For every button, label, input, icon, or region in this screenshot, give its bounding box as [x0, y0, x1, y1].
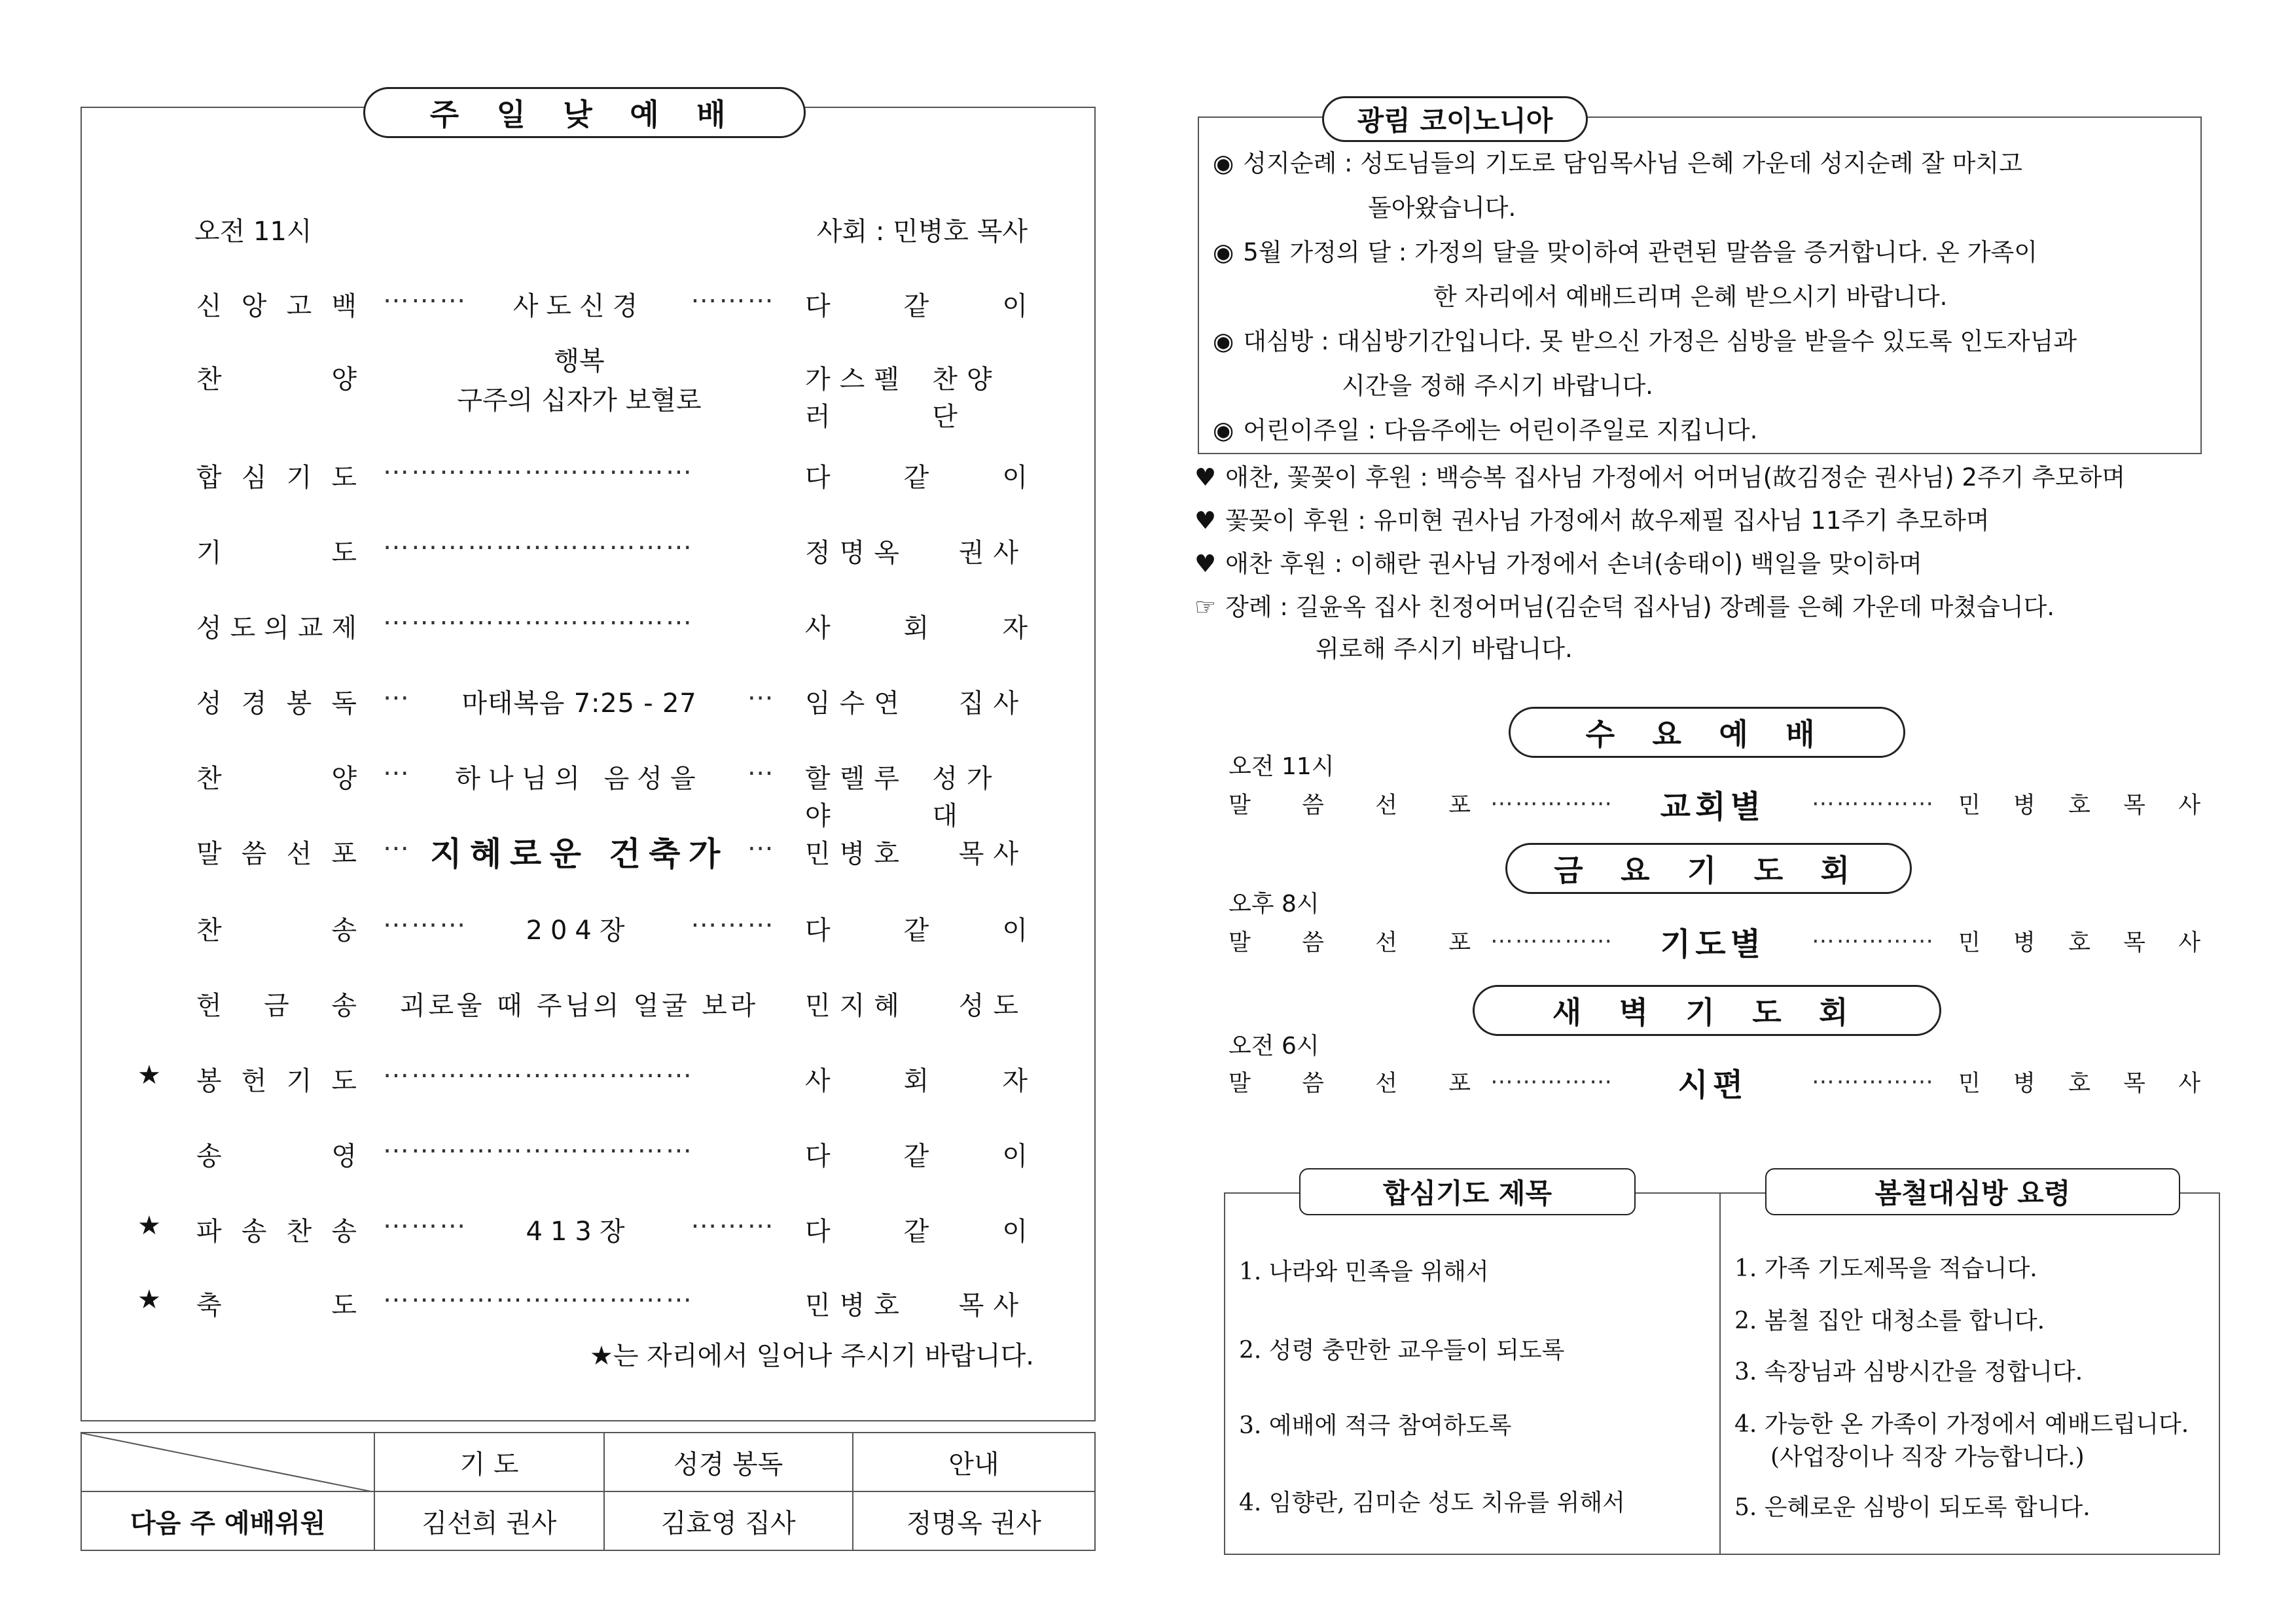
row-middle: [383, 1211, 776, 1248]
prayer-item: 2. 성령 충만한 교우들이 되도록: [1239, 1337, 1565, 1364]
service-person: [1958, 787, 2200, 820]
header-guide: 안내: [853, 1433, 1095, 1491]
visit-item: 2. 봄철 집안 대청소를 합니다.: [1734, 1308, 2045, 1334]
label-char: 파: [196, 1217, 222, 1247]
order-row: [196, 602, 1028, 641]
person-part: 다: [805, 291, 831, 321]
label-char: 말: [196, 839, 222, 869]
person-char: 민: [1958, 930, 1981, 956]
service-presider: 사회 : 민병호 목사: [816, 217, 1028, 247]
dots: ⋯⋯⋯: [383, 285, 468, 315]
row-middle: [383, 758, 776, 795]
label-char: 고: [286, 291, 312, 321]
dots: ⋯⋯⋯: [691, 910, 776, 940]
row-middle: [383, 1135, 776, 1166]
person-part: 이: [1002, 463, 1028, 493]
visit-item: (사업장이나 직장 가능합니다.): [1770, 1444, 2085, 1471]
prayer-item: 4. 임향란, 김미순 성도 치유를 위해서: [1239, 1489, 1625, 1516]
order-row: [196, 452, 1028, 491]
service-time: 오전 11시: [1229, 753, 1335, 780]
row-label: [196, 457, 357, 494]
notice-text: 애찬, 꽃꽂이 후원 : 백승복 집사님 가정에서 어머님(故김정순 권사님) 2주기 추모하며: [1225, 463, 2126, 491]
sunday-service-title: 주 일 낮 예 배: [363, 87, 806, 138]
person-part: 같: [903, 1217, 929, 1247]
star-icon: ★: [137, 1060, 161, 1090]
label-char: 봉: [196, 1066, 222, 1096]
label-char: 포: [1448, 930, 1471, 956]
label-char: 영: [331, 1141, 357, 1171]
dots: ⋯: [747, 758, 776, 788]
person-char: 목: [2123, 793, 2145, 819]
row-label: [196, 1211, 357, 1248]
row-person: [805, 1211, 1028, 1248]
visit-item: 4. 가능한 온 가족이 가정에서 예배드립니다.: [1734, 1411, 2189, 1438]
row-label: [196, 359, 357, 396]
news-line: [1213, 141, 2022, 186]
notice-text: 장례 : 길윤옥 집사 친정어머님(김순덕 집사님) 장례를 은혜 가운데 마쳤습니다.: [1225, 593, 2055, 621]
person-char: 사: [2178, 793, 2200, 819]
prayer-title: 합심기도 제목: [1299, 1168, 1636, 1215]
row-label: [196, 985, 357, 1022]
person-char: 호: [2068, 930, 2090, 956]
notice-line: [1194, 544, 1922, 584]
dots: ⋯⋯⋯⋯⋯⋯⋯⋯⋯⋯⋯: [383, 607, 694, 637]
dots: ⋯: [383, 833, 412, 863]
row-middle: [383, 683, 776, 720]
next-week-table: [81, 1432, 1096, 1551]
row-middle: [383, 285, 776, 323]
news-text: 한 자리에서 예배드리며 은혜 받으시기 바랍니다.: [1433, 283, 1948, 311]
row-person: [805, 1060, 1028, 1097]
visit-title: 봄철대심방 요령: [1765, 1168, 2180, 1215]
order-row: [137, 1055, 1028, 1096]
dots: ⋯: [383, 683, 412, 713]
person-part: 자: [1002, 613, 1028, 643]
service-label: [1229, 925, 1471, 957]
person-part: 다: [805, 1217, 831, 1247]
label-char: 송: [331, 991, 357, 1021]
label-char: 씀: [1302, 930, 1324, 956]
row-person: [805, 1135, 1028, 1173]
label-char: 기: [286, 463, 312, 493]
header-reading: 성경 봉독: [604, 1433, 853, 1491]
row-label: [196, 1285, 357, 1322]
person-part: 정명옥: [805, 538, 908, 568]
row-middle: [383, 607, 776, 637]
notice-line: [1194, 458, 2125, 497]
label-char: 송: [331, 1217, 357, 1247]
service-row: [1229, 923, 2200, 963]
diagonal-line: [82, 1433, 374, 1492]
news-line: [1213, 319, 2077, 364]
person-char: 병: [2013, 930, 2036, 956]
label-char: 기: [196, 538, 222, 568]
row-person: [805, 683, 1028, 720]
row-person: [805, 532, 1028, 569]
dots: ⋯⋯⋯: [691, 1211, 776, 1241]
label-char: 양: [331, 764, 357, 794]
sermon-title: 기도별: [1660, 925, 1766, 963]
bullet-icon: ◉: [1213, 416, 1234, 444]
order-row: [196, 904, 1028, 944]
person-part: 회: [903, 1066, 929, 1096]
row-label: [196, 1135, 357, 1173]
row-label: [196, 607, 357, 645]
row-content: 하나님의 음성을: [455, 764, 704, 794]
label-char: 금: [264, 991, 289, 1021]
person-part: 사: [805, 613, 831, 643]
label-char: 찬: [196, 764, 222, 794]
service-time: 오전 11시: [194, 217, 312, 247]
dots: ⋯⋯⋯⋯⋯⋯⋯⋯⋯⋯⋯: [383, 532, 694, 562]
row-middle: [383, 910, 776, 947]
service-sermon: [1490, 1060, 1935, 1105]
person-part: 목사: [958, 1291, 1028, 1321]
news-line: [1342, 364, 1653, 408]
service-person: [1958, 925, 2200, 957]
person-part: 가스펠러: [805, 365, 908, 432]
person-part: 다: [805, 463, 831, 493]
star-icon: ★: [137, 1285, 161, 1315]
star-icon: ★: [137, 1211, 161, 1241]
label-char: 성: [196, 688, 222, 719]
label-char: 씀: [1302, 793, 1324, 819]
order-row: [196, 527, 1028, 566]
hymn-title: 행복: [554, 346, 605, 376]
person-part: 같: [903, 1141, 929, 1171]
label-char: 선: [286, 839, 312, 869]
order-row: [196, 677, 1028, 717]
person-part: 이: [1002, 291, 1028, 321]
label-char: 포: [1448, 793, 1471, 819]
person-char: 민: [1958, 793, 1981, 819]
row-person: [805, 607, 1028, 645]
person-part: 이: [1002, 1141, 1028, 1171]
person-part: 같: [903, 291, 929, 321]
person-char: 민: [1958, 1071, 1981, 1097]
hymn-title: 구주의 십자가 보혈로: [457, 385, 702, 416]
label-char: 심: [241, 463, 267, 493]
label-char: 도: [230, 613, 256, 643]
order-row: [196, 828, 1028, 873]
dots: ⋯⋯⋯⋯⋯: [1812, 928, 1935, 954]
label-char: 앙: [241, 291, 267, 321]
person-part: 집사: [958, 688, 1028, 719]
dots: ⋯⋯⋯⋯⋯: [1490, 1069, 1614, 1095]
person-part: 성가대: [932, 764, 1001, 831]
label-char: 합: [196, 463, 222, 493]
service-sermon: [1490, 919, 1935, 964]
person-char: 병: [2013, 793, 2036, 819]
label-char: 교: [297, 613, 323, 643]
row-label: [196, 910, 357, 947]
row-person: [805, 1285, 1028, 1322]
row-label: [196, 285, 357, 323]
label-char: 도: [331, 1291, 357, 1321]
notice-line: [1316, 630, 1573, 669]
person-part: 다: [805, 916, 831, 946]
label-char: 선: [1375, 793, 1397, 819]
label-char: 찬: [196, 365, 222, 395]
dots: ⋯⋯⋯⋯⋯: [1490, 791, 1614, 817]
news-line: [1213, 230, 2037, 275]
label-char: 헌: [196, 991, 222, 1021]
person-char: 병: [2013, 1071, 2036, 1097]
person-part: 같: [903, 463, 929, 493]
dots: ⋯⋯⋯⋯⋯⋯⋯⋯⋯⋯⋯: [383, 1135, 694, 1166]
bullet-icon: ♥: [1194, 550, 1217, 578]
row-content: 지혜로운 건축가: [430, 835, 728, 873]
label-char: 포: [331, 839, 357, 869]
row-person: [805, 457, 1028, 494]
value-guide: 정명옥 권사: [853, 1491, 1095, 1550]
person-part: 민지혜: [805, 991, 908, 1021]
bullet-icon: ◉: [1213, 327, 1234, 355]
label-char: 말: [1229, 793, 1251, 819]
person-char: 사: [2178, 1071, 2200, 1097]
row-person: [805, 910, 1028, 947]
label-char: 씀: [241, 839, 267, 869]
row-middle: [383, 342, 776, 420]
row-middle: [383, 985, 776, 1022]
person-char: 목: [2123, 930, 2145, 956]
person-part: 할렐루야: [805, 764, 908, 831]
person-part: 성도: [958, 991, 1028, 1021]
order-row: [196, 280, 1028, 319]
dots: ⋯⋯⋯: [383, 1211, 468, 1241]
person-part: 민병호: [805, 839, 908, 869]
label-char: 기: [286, 1066, 312, 1096]
dots: ⋯: [747, 683, 776, 713]
news-text: 대심방 : 대심방기간입니다. 못 받으신 가정은 심방을 받을수 있도록 인도자님과: [1243, 327, 2077, 355]
news-text: 성지순례 : 성도님들의 기도로 담임목사님 은혜 가운데 성지순례 잘 마치고: [1243, 149, 2022, 177]
label-char: 도: [331, 463, 357, 493]
news-text: 5월 가정의 달 : 가정의 달을 맞이하여 관련된 말씀을 증거합니다. 온 가족이: [1243, 238, 2037, 266]
stand-note: ★는 자리에서 일어나 주시기 바랍니다.: [589, 1341, 1034, 1371]
bottom-divider: [1719, 1192, 1721, 1554]
row-label: 다음 주 예배위원: [81, 1491, 374, 1550]
visit-item: 5. 은혜로운 심방이 되도록 합니다.: [1734, 1494, 2090, 1521]
row-person: [805, 285, 1028, 323]
label-char: 포: [1448, 1071, 1471, 1097]
person-char: 호: [2068, 1071, 2090, 1097]
label-char: 송: [196, 1141, 222, 1171]
label-char: 도: [331, 538, 357, 568]
service-title: 금 요 기 도 회: [1505, 843, 1912, 894]
row-label: [196, 833, 357, 870]
person-part: 민병호: [805, 1291, 908, 1321]
prayer-item: 1. 나라와 민족을 위해서: [1239, 1258, 1489, 1285]
service-time: 오후 8시: [1229, 891, 1319, 918]
sermon-title: 교회별: [1660, 788, 1766, 825]
news-line: [1213, 408, 1757, 453]
notice-line: [1194, 588, 2054, 627]
row-content: 마태복음 7:25 - 27: [461, 688, 697, 719]
news-text: 돌아왔습니다.: [1368, 194, 1516, 222]
label-char: 성: [196, 613, 222, 643]
label-char: 축: [196, 1291, 222, 1321]
bullet-icon: ♥: [1194, 463, 1217, 491]
label-char: 말: [1229, 930, 1251, 956]
person-part: 이: [1002, 1217, 1028, 1247]
header-prayer: 기 도: [374, 1433, 603, 1491]
service-row: [1229, 1063, 2200, 1103]
bullet-icon: ♥: [1194, 507, 1217, 535]
label-char: 헌: [241, 1066, 267, 1096]
row-middle: [383, 833, 776, 875]
person-part: 이: [1002, 916, 1028, 946]
notice-text: 위로해 주시기 바랍니다.: [1316, 635, 1573, 663]
row-person: [805, 359, 1028, 433]
label-char: 씀: [1302, 1071, 1324, 1097]
row-label: [196, 532, 357, 569]
order-row: [196, 1130, 1028, 1169]
label-char: 선: [1375, 1071, 1397, 1097]
order-row: [196, 753, 1028, 831]
dots: ⋯⋯⋯⋯⋯⋯⋯⋯⋯⋯⋯: [383, 1060, 694, 1090]
person-part: 회: [903, 613, 929, 643]
order-row: [137, 1279, 1028, 1321]
label-char: 선: [1375, 930, 1397, 956]
service-time: 오전 6시: [1229, 1033, 1319, 1060]
person-part: 다: [805, 1141, 831, 1171]
person-part: 자: [1002, 1066, 1028, 1096]
person-part: 같: [903, 916, 929, 946]
row-label: [196, 1060, 357, 1097]
order-row: [196, 980, 1028, 1019]
dots: ⋯⋯⋯⋯⋯: [1490, 928, 1614, 954]
person-char: 사: [2178, 930, 2200, 956]
row-label: [196, 758, 357, 795]
row-middle: [383, 1285, 776, 1315]
news-line: [1368, 186, 1516, 230]
value-prayer: 김선희 권사: [374, 1491, 603, 1550]
order-row: [137, 1205, 1028, 1247]
service-person: [1958, 1065, 2200, 1098]
row-middle: [383, 457, 776, 487]
label-char: 도: [331, 1066, 357, 1096]
sermon-title: 시편: [1677, 1066, 1748, 1103]
person-char: 호: [2068, 793, 2090, 819]
row-person: [805, 833, 1028, 870]
visit-item: 3. 속장님과 심방시간을 정합니다.: [1734, 1359, 2083, 1385]
bullet-icon: ◉: [1213, 238, 1234, 266]
service-sermon: [1490, 781, 1935, 827]
row-content: 204장: [526, 916, 633, 946]
label-char: 찬: [196, 916, 222, 946]
row-content: 사도신경: [512, 291, 646, 321]
dots: ⋯: [747, 833, 776, 863]
service-title: 수 요 예 배: [1509, 707, 1905, 758]
notice-text: 꽃꽂이 후원 : 유미현 권사님 가정에서 故우제필 집사님 11주기 추모하며: [1225, 507, 1990, 535]
dots: ⋯⋯⋯: [691, 285, 776, 315]
notice-line: [1194, 501, 1990, 541]
dots: ⋯⋯⋯⋯⋯: [1812, 791, 1935, 817]
row-middle: [383, 532, 776, 562]
person-part: 목사: [958, 839, 1028, 869]
service-row: [1229, 785, 2200, 825]
bullet-icon: ◉: [1213, 149, 1234, 177]
person-part: 사: [805, 1066, 831, 1096]
row-content: 413장: [526, 1217, 633, 1247]
value-reading: 김효영 집사: [604, 1491, 853, 1550]
bullet-icon: ☞: [1194, 593, 1217, 621]
label-char: 경: [241, 688, 267, 719]
service-title: 새 벽 기 도 회: [1473, 985, 1941, 1036]
row-label: [196, 683, 357, 720]
service-label: [1229, 1065, 1471, 1098]
row-middle: [383, 1060, 776, 1090]
visit-item: 1. 가족 기도제목을 적습니다.: [1734, 1255, 2037, 1282]
order-row: [196, 346, 1028, 432]
news-text: 어린이주일 : 다음주에는 어린이주일로 지킵니다.: [1243, 416, 1758, 444]
label-char: 찬: [286, 1217, 312, 1247]
service-label: [1229, 787, 1471, 820]
label-char: 독: [331, 688, 357, 719]
label-char: 송: [241, 1217, 267, 1247]
person-part: 권사: [958, 538, 1028, 568]
label-char: 송: [331, 916, 357, 946]
dots: ⋯⋯⋯: [383, 910, 468, 940]
label-char: 봉: [286, 688, 312, 719]
notice-text: 애찬 후원 : 이해란 권사님 가정에서 손녀(송태이) 백일을 맞이하며: [1225, 550, 1922, 578]
label-char: 제: [331, 613, 357, 643]
news-text: 시간을 정해 주시기 바랍니다.: [1342, 372, 1653, 400]
row-person: [805, 985, 1028, 1022]
person-char: 목: [2123, 1071, 2145, 1097]
person-part: 찬양단: [932, 365, 1001, 432]
label-char: 양: [331, 365, 357, 395]
news-title: 광림 코이노니아: [1322, 96, 1588, 142]
row-person: [805, 758, 1028, 832]
dots: ⋯⋯⋯⋯⋯: [1811, 1069, 1935, 1095]
table-corner: [81, 1433, 374, 1491]
label-char: 의: [264, 613, 289, 643]
dots: ⋯: [383, 758, 412, 788]
label-char: 백: [331, 291, 357, 321]
news-line: [1433, 275, 1947, 319]
person-part: 임수연: [805, 688, 908, 719]
label-char: 말: [1229, 1071, 1251, 1097]
label-char: 신: [196, 291, 222, 321]
dots: ⋯⋯⋯⋯⋯⋯⋯⋯⋯⋯⋯: [383, 457, 694, 487]
dots: ⋯⋯⋯⋯⋯⋯⋯⋯⋯⋯⋯: [383, 1285, 694, 1315]
row-content: 괴로울 때 주님의 얼굴 보라: [400, 991, 759, 1021]
prayer-item: 3. 예배에 적극 참여하도록: [1239, 1412, 1512, 1439]
